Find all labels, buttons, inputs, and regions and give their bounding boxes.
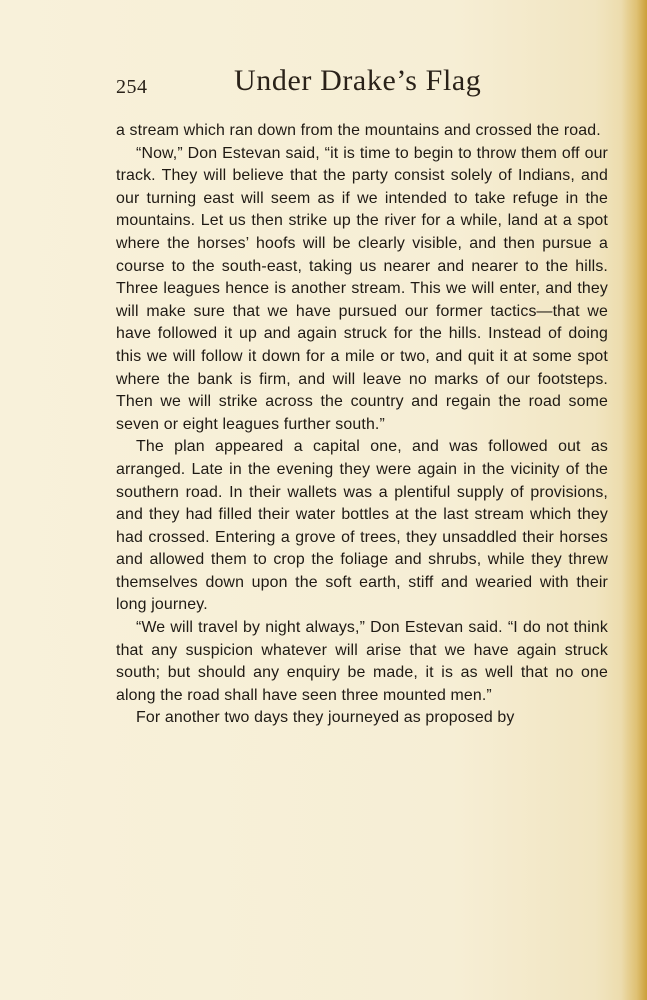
paragraph-continuation: a stream which ran down from the mountains and crossed the road. <box>116 122 601 139</box>
body-text <box>116 120 608 730</box>
page-header <box>116 64 608 112</box>
running-title: Under Drake’s Flag <box>234 64 482 97</box>
paragraph: “Now,” Don Estevan said, “it is time to begin to throw them off our track. They will believe that the party consist solely of Indians, and our turning east will seem as if we intended to take refuge in the mountains. Let us then strike up the river for a while, land at a spot where the horses’ hoofs will be clearly visible, and then pursue a course to the south-east, taking us nearer and nearer to the hills. Three leagues hence is another stream. This we will enter, and they will make sure that we have pursued our former tactics—that we have followed it up and again struck for the hills. Instead of doing this we will follow it down for a mile or two, and quit it at some spot where the bank is firm, and will leave no marks of our footsteps. Then we will strike across the country and regain the road some seven or eight leagues further south.” <box>116 144 608 433</box>
page-edge-shadow <box>621 0 647 1000</box>
paragraph: For another two days they journeyed as proposed by <box>136 709 515 727</box>
page-number: 254 <box>116 76 148 98</box>
paragraph: The plan appeared a capital one, and was followed out as arranged. Late in the evening they were again in the vicinity of the southern road. In their wallets was a plentiful supply of provisions, and they had filled their water bottles at the last stream which they had crossed. Entering a grove of trees, they unsaddled their horses and allowed them to crop the foliage and shrubs, while they threw themselves down upon the soft earth, stiff and wearied with their long journey. <box>116 438 608 614</box>
paragraph: “We will travel by night always,” Don Estevan said. “I do not think that any suspicion whatever will arise that we have again struck south; but should any enquiry be made, it is as well that no one along the road shall have seen three mounted men.” <box>116 619 608 704</box>
